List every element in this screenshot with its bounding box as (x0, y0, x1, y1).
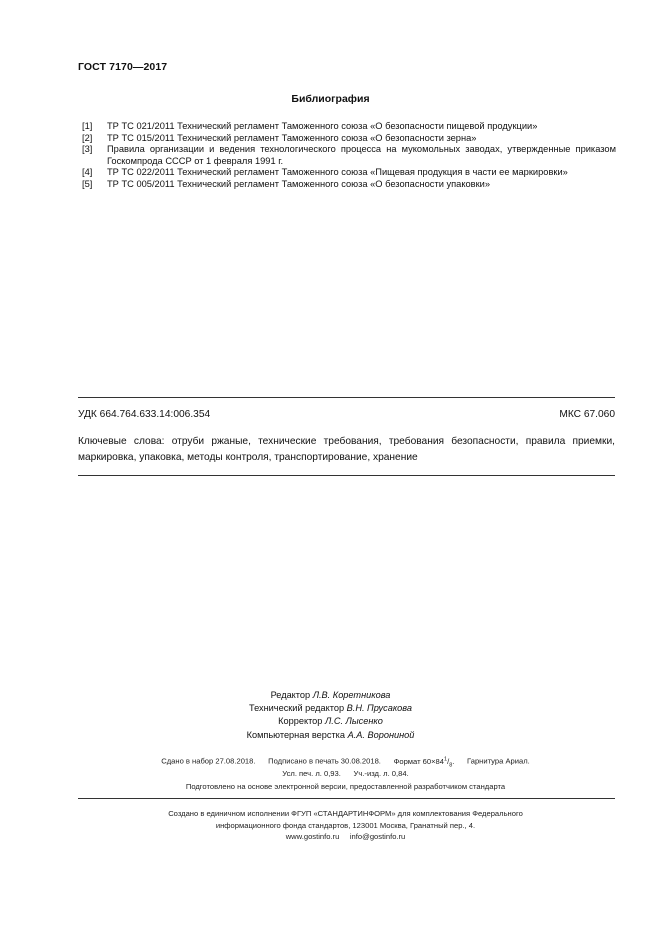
imprint-line-2 (0, 769, 661, 778)
divider-bottom (78, 798, 615, 799)
bibliography-item (82, 133, 616, 145)
imprint-typeface: Гарнитура Ариал. (467, 756, 530, 766)
staff-editor (0, 689, 661, 702)
staff-tech-editor (0, 702, 661, 715)
imprint-format-num: 1 (444, 756, 448, 762)
bibliography-item (82, 144, 616, 167)
footer-website-link[interactable]: www.gostinfo.ru (285, 832, 340, 842)
imprint-signed: Подписано в печать 30.08.2018. (268, 756, 381, 766)
bibliography-list (82, 121, 616, 191)
bibliography-item (82, 121, 616, 133)
bibliography-item-number: [5] (82, 178, 93, 189)
publisher-footer (0, 808, 661, 843)
footer-line-2: информационного фонда стандартов, 123001 Москва, Гранатный пер., 4. (215, 820, 476, 830)
staff-name: Л.С. Лысенко (324, 716, 383, 727)
footer-line-1: Создано в единичном исполнении ФГУП «СТАНДАРТИНФОРМ» для комплектования Федерального (168, 809, 523, 818)
imprint-prepared-note: Подготовлено на основе электронной версии, предоставленной разработчиком стандарта (185, 782, 506, 791)
bibliography-item (82, 179, 616, 191)
imprint-format-den: 8 (449, 762, 453, 769)
keywords: Ключевые слова: отруби ржаные, технические требования, требования безопасности, правила приемки, маркировка, упаковка, методы контроля, транспортирование, хранение (78, 436, 615, 463)
bibliography-item-text: ТР ТС 022/2011 Технический регламент Таможенного союза «Пищевая продукция в части ее маркировки» (107, 167, 568, 178)
staff-name: В.Н. Прусакова (346, 703, 412, 714)
bibliography-item-text: ТР ТС 005/2011 Технический регламент Таможенного союза «О безопасности упаковки» (107, 178, 491, 189)
staff-role: Редактор (270, 690, 311, 700)
standard-code: ГОСТ 7170—2017 (78, 61, 168, 73)
staff-name: А.А. Ворониной (347, 729, 415, 740)
staff-proofreader (0, 715, 661, 728)
imprint-print-sheets: Усл. печ. л. 0,93. (282, 769, 341, 778)
divider-top (78, 397, 615, 398)
staff-layout (0, 729, 661, 742)
bibliography-item (82, 167, 616, 179)
imprint-line-1 (0, 756, 661, 768)
staff-role: Компьютерная верстка (246, 729, 346, 740)
udk-code: УДК 664.764.633.14:006.354 (78, 409, 211, 420)
footer-email-link[interactable]: info@gostinfo.ru (349, 832, 406, 842)
bibliography-item-number: [4] (82, 167, 93, 178)
bibliography-item-text: ТР ТС 021/2011 Технический регламент Таможенного союза «О безопасности пищевой продукции» (107, 121, 538, 131)
bibliography-item-number: [1] (82, 121, 93, 131)
staff-name: Л.В. Коретникова (312, 690, 391, 700)
staff-credits (0, 689, 661, 742)
imprint-sent: Сдано в набор 27.08.2018. (161, 756, 256, 766)
imprint-format-label: Формат 60×84 (393, 756, 444, 766)
bibliography-item-number: [3] (82, 144, 93, 155)
divider-keywords (78, 475, 615, 476)
staff-role: Технический редактор (249, 703, 345, 714)
bibliography-item-text: ТР ТС 015/2011 Технический регламент Таможенного союза «О безопасности зерна» (107, 132, 477, 143)
bibliography-item-number: [2] (82, 132, 93, 143)
staff-role: Корректор (278, 716, 323, 727)
bibliography-title: Библиография (291, 93, 370, 105)
imprint-pub-sheets: Уч.-изд. л. 0,84. (353, 769, 409, 778)
mks-code: МКС 67.060 (559, 409, 615, 420)
footer-contacts (0, 831, 661, 843)
bibliography-item-text: Правила организации и ведения технологического процесса на мукомольных заводах, утвержденные приказом Госкомпрода СССР от 1 февраля 1991 г. (107, 144, 616, 166)
imprint-format: Формат $60\times 84^1/_8$. (393, 756, 455, 769)
